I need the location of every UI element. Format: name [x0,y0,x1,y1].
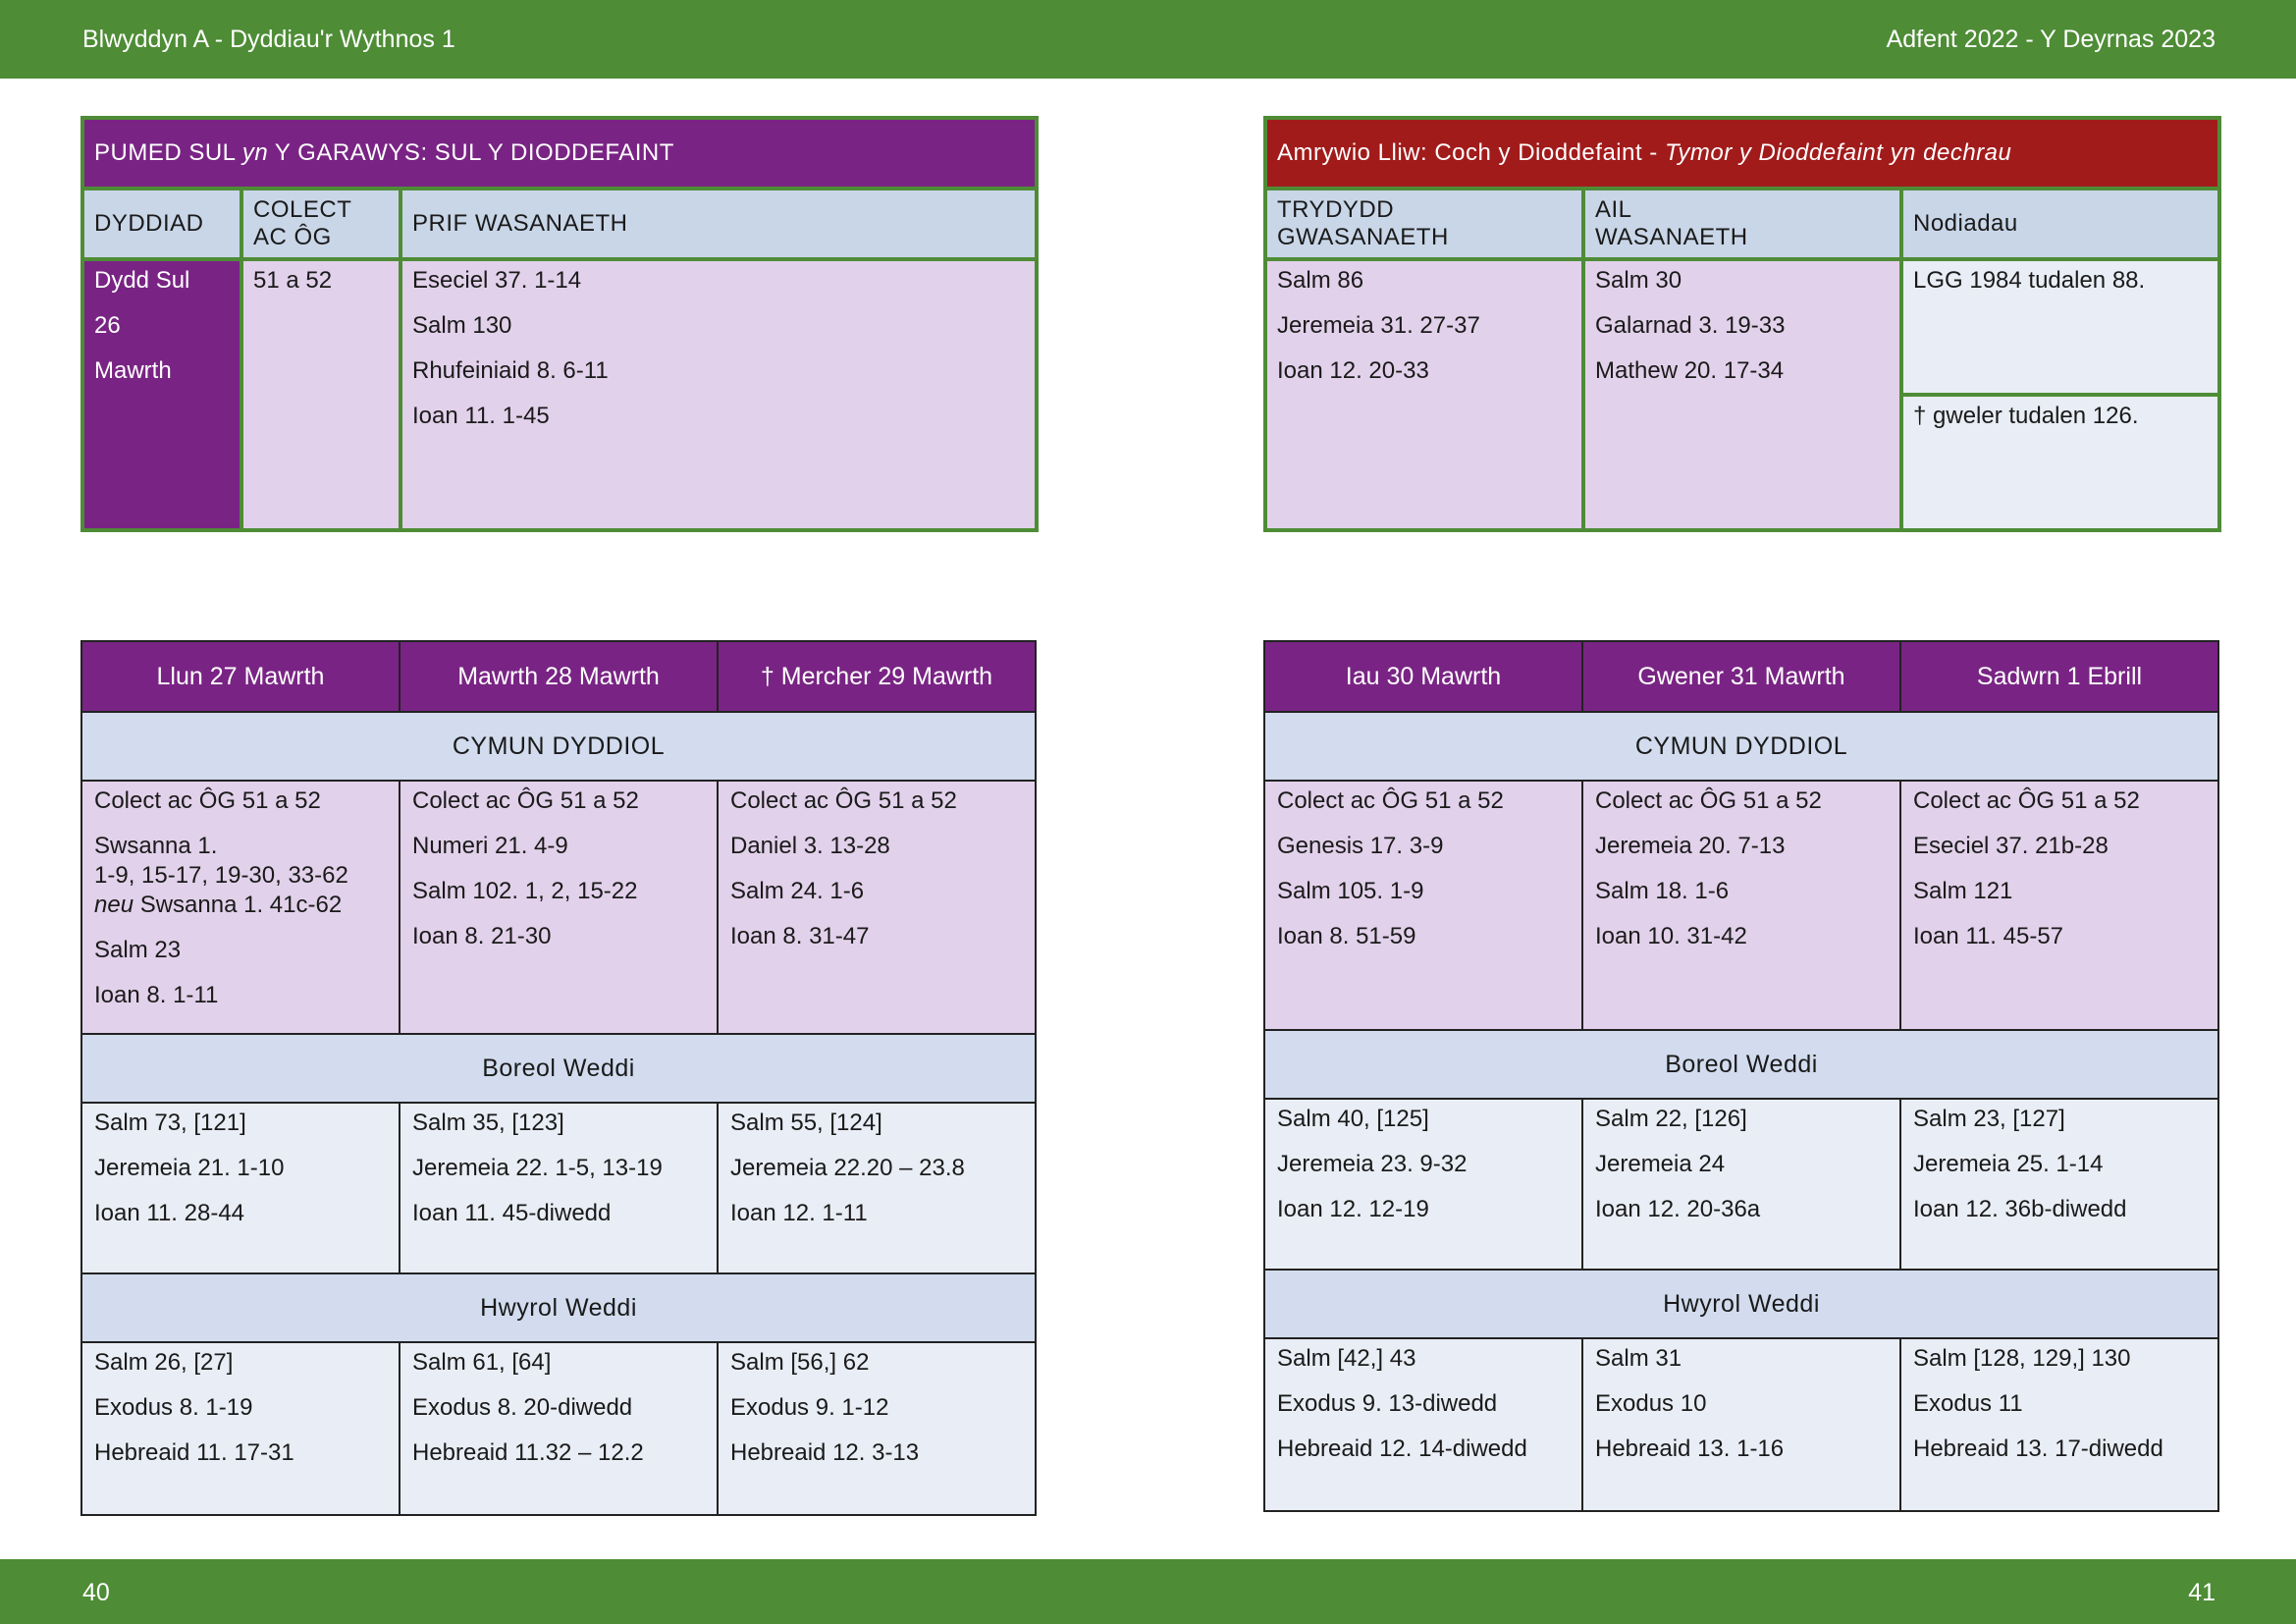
communion-readings-thursday: Colect ac ÔG 51 a 52 Genesis 17. 3-9 Salm 105. 1-9 Ioan 8. 51-59 [1264,781,1582,1030]
weekday-readings-left [80,640,1037,1516]
day-header-monday: Llun 27 Mawrth [81,641,400,712]
morning-readings-thursday: Salm 40, [125] Jeremeia 23. 9-32 Ioan 12. 12-19 [1264,1099,1582,1270]
col-header-main-service: PRIF WASANAETH [400,189,1037,259]
col-header-date: DYDDIAD [82,189,241,259]
col-header-third-service: TRYDYDD GWASANAETH [1265,189,1583,259]
section-evening-prayer: Hwyrol Weddi [81,1273,1036,1342]
col-header-notes: Nodiadau [1901,189,2219,259]
morning-readings-saturday: Salm 23, [127] Jeremeia 25. 1-14 Ioan 12. 36b-diwedd [1900,1099,2218,1270]
communion-readings-monday: Colect ac ÔG 51 a 52 Swsanna 1. 1-9, 15-17, 19-30, 33-62 neu Swsanna 1. 41c-62 Salm 23 Ioan 8. 1-11 [81,781,400,1034]
day-header-thursday: Iau 30 Mawrth [1264,641,1582,712]
day-header-friday: Gwener 31 Mawrth [1582,641,1900,712]
communion-readings-tuesday: Colect ac ÔG 51 a 52 Numeri 21. 4-9 Salm 102. 1, 2, 15-22 Ioan 8. 21-30 [400,781,718,1034]
section-morning-prayer: Boreol Weddi [1264,1030,2218,1099]
morning-readings-monday: Salm 73, [121] Jeremeia 21. 1-10 Ioan 11. 28-44 [81,1103,400,1273]
day-header-saturday: Sadwrn 1 Ebrill [1900,641,2218,712]
col-header-second-service: AIL WASANAETH [1583,189,1901,259]
weekday-readings-right [1263,640,2219,1512]
day-header-tuesday: Mawrth 28 Mawrth [400,641,718,712]
note-see-page: † gweler tudalen 126. [1901,395,2219,530]
evening-readings-friday: Salm 31 Exodus 10 Hebreaid 13. 1-16 [1582,1338,1900,1511]
header-left-text: Blwyddyn A - Dyddiau'r Wythnos 1 [82,26,455,53]
morning-readings-tuesday: Salm 35, [123] Jeremeia 22. 1-5, 13-19 Ioan 11. 45-diwedd [400,1103,718,1273]
col-header-collect: COLECT AC ÔG [241,189,400,259]
sunday-main-readings: Eseciel 37. 1-14 Salm 130 Rhufeiniaid 8. 6-11 Ioan 11. 1-45 [400,259,1037,530]
colour-title: Amrywio Lliw: Coch y Dioddefaint - Tymor y Dioddefaint yn dechrau [1265,118,2219,189]
section-daily-communion: CYMUN DYDDIOL [81,712,1036,781]
sunday-readings-table [80,116,1039,532]
section-daily-communion: CYMUN DYDDIOL [1264,712,2218,781]
header-right-text: Adfent 2022 - Y Deyrnas 2023 [1886,26,2216,53]
evening-readings-monday: Salm 26, [27] Exodus 8. 1-19 Hebreaid 11. 17-31 [81,1342,400,1515]
third-service-readings: Salm 86 Jeremeia 31. 27-37 Ioan 12. 20-33 [1265,259,1583,530]
day-header-wednesday: † Mercher 29 Mawrth [718,641,1036,712]
second-service-readings: Salm 30 Galarnad 3. 19-33 Mathew 20. 17-34 [1583,259,1901,530]
evening-readings-saturday: Salm [128, 129,] 130 Exodus 11 Hebreaid 13. 17-diwedd [1900,1338,2218,1511]
section-morning-prayer: Boreol Weddi [81,1034,1036,1103]
morning-readings-friday: Salm 22, [126] Jeremeia 24 Ioan 12. 20-36a [1582,1099,1900,1270]
communion-readings-wednesday: Colect ac ÔG 51 a 52 Daniel 3. 13-28 Salm 24. 1-6 Ioan 8. 31-47 [718,781,1036,1034]
morning-readings-wednesday: Salm 55, [124] Jeremeia 22.20 – 23.8 Ioan 12. 1-11 [718,1103,1036,1273]
page-number-right: 41 [2188,1579,2216,1606]
communion-readings-friday: Colect ac ÔG 51 a 52 Jeremeia 20. 7-13 Salm 18. 1-6 Ioan 10. 31-42 [1582,781,1900,1030]
sunday-date: Dydd Sul 26 Mawrth [82,259,241,530]
communion-readings-saturday: Colect ac ÔG 51 a 52 Eseciel 37. 21b-28 Salm 121 Ioan 11. 45-57 [1900,781,2218,1030]
page-number-left: 40 [82,1579,110,1606]
note-hymnbook: LGG 1984 tudalen 88. [1901,259,2219,395]
evening-readings-wednesday: Salm [56,] 62 Exodus 9. 1-12 Hebreaid 12. 3-13 [718,1342,1036,1515]
page-header [0,0,2296,79]
sunday-other-services-table [1263,116,2221,532]
page-footer [0,1559,2296,1624]
evening-readings-tuesday: Salm 61, [64] Exodus 8. 20-diwedd Hebreaid 11.32 – 12.2 [400,1342,718,1515]
section-evening-prayer: Hwyrol Weddi [1264,1270,2218,1338]
sunday-collect: 51 a 52 [241,259,400,530]
evening-readings-thursday: Salm [42,] 43 Exodus 9. 13-diwedd Hebreaid 12. 14-diwedd [1264,1338,1582,1511]
sunday-title: PUMED SUL yn Y GARAWYS: SUL Y DIODDEFAINT [82,118,1037,189]
